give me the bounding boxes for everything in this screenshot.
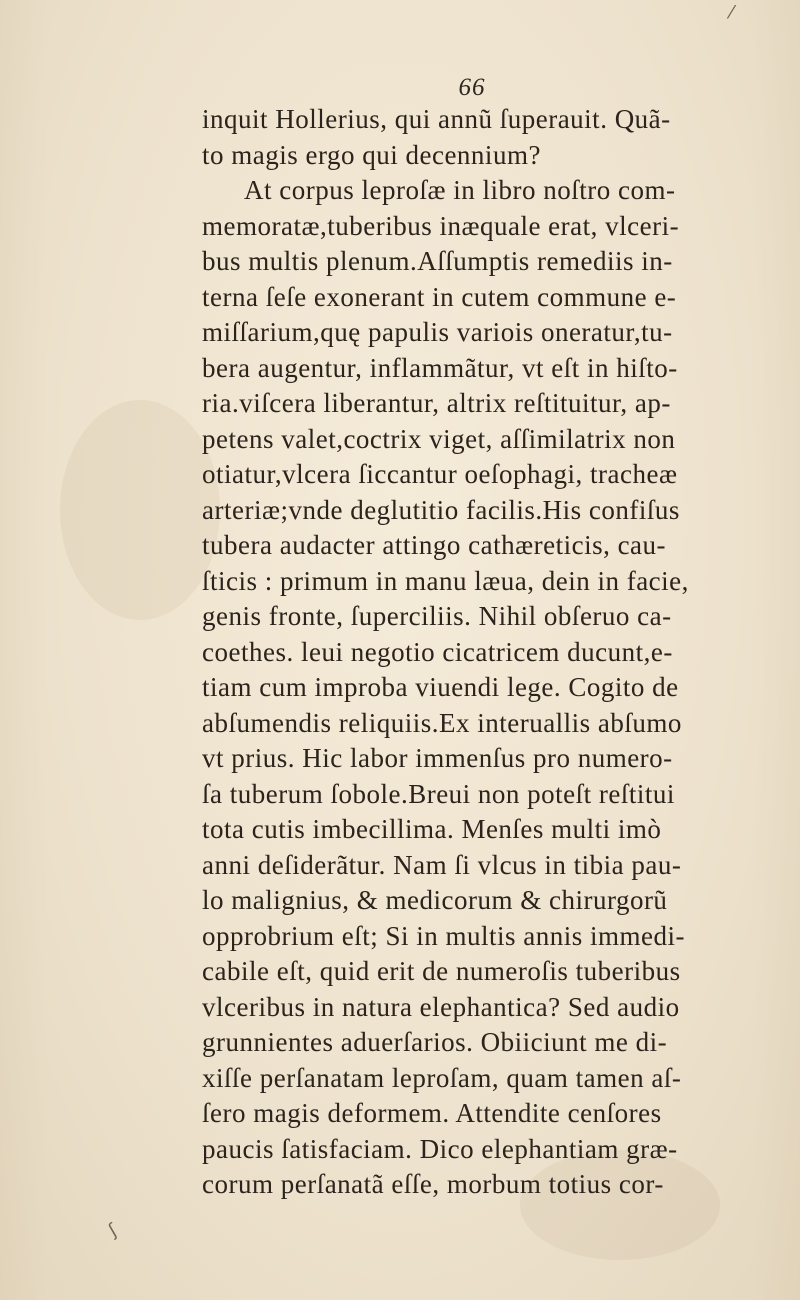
text-line: genis fronte, ſuperciliis. Nihil obſeruo ca- <box>202 601 672 631</box>
text-line: tiam cum improba viuendi lege. Cogito de <box>202 672 679 702</box>
text-line: cabile eſt, quid erit de numeroſis tuberibus <box>202 956 681 986</box>
text-line: tota cutis imbecillima. Menſes multi imò <box>202 814 662 844</box>
ink-speck: ⁄ <box>730 2 734 23</box>
ink-speck: ʃ <box>105 1219 121 1242</box>
text-line: paucis ſatisfaciam. Dico elephantiam græ- <box>202 1133 678 1164</box>
text-line: abſumendis reliquiis.Ex interuallis abſumo <box>202 707 682 738</box>
text-line: opprobrium eſt; Si in multis annis immedi- <box>202 920 685 951</box>
text-line: ſero magis deformem. Attendite cenſores <box>202 1098 662 1128</box>
text-line: ſticis : primum in manu læua, dein in facie, <box>202 565 689 596</box>
text-line: inquit Hollerius, qui annũ ſuperauit. Quã- <box>202 104 671 134</box>
page-number: 66 <box>458 74 486 101</box>
text-line: arteriæ;vnde deglutitio facilis.His confiſus <box>202 494 680 525</box>
text-line: memoratæ,tuberibus inæquale erat, vlceri- <box>202 210 680 241</box>
text-line: grunnientes aduerſarios. Obiiciunt me di- <box>202 1027 668 1057</box>
text-line: anni deſiderãtur. Nam ſi vlcus in tibia pau- <box>202 849 682 880</box>
text-line: to magis ergo qui decennium? <box>202 139 541 170</box>
text-line: At corpus leproſæ in libro noſtro com- <box>244 175 676 205</box>
text-line: vlceribus in natura elephantica? Sed audio <box>202 991 680 1022</box>
text-line: xiſſe perſanatam leproſam, quam tamen aſ- <box>202 1062 682 1093</box>
text-line: corum perſanatã eſſe, morbum totius cor- <box>202 1169 664 1199</box>
text-line: petens valet,coctrix viget, aſſimilatrix non <box>202 423 676 454</box>
text-line: bera augentur, inflammãtur, vt eſt in hiſto- <box>202 352 678 383</box>
text-line: miſſarium,quę papulis variois oneratur,tu- <box>202 317 673 347</box>
text-line: otiatur,vlcera ſiccantur oeſophagi, tracheæ <box>202 459 678 489</box>
text-line: lo malignius, & medicorum & chirurgorũ <box>202 885 668 915</box>
text-line: ria.viſcera liberantur, altrix reſtituitur, ap- <box>202 388 671 418</box>
text-line: vt prius. Hic labor immenſus pro numero- <box>202 743 673 773</box>
text-line: tubera audacter attingo cathæreticis, cau- <box>202 530 667 560</box>
body-text <box>202 102 762 1203</box>
text-line: bus multis plenum.Aſſumptis remediis in- <box>202 246 673 276</box>
paper-stain <box>60 400 220 620</box>
text-line: ſa tuberum ſobole.Breui non poteſt reſtitui <box>202 778 675 809</box>
text-line: terna ſeſe exonerant in cutem commune e- <box>202 281 677 312</box>
text-line: coethes. leui negotio cicatricem ducunt,e- <box>202 636 673 667</box>
